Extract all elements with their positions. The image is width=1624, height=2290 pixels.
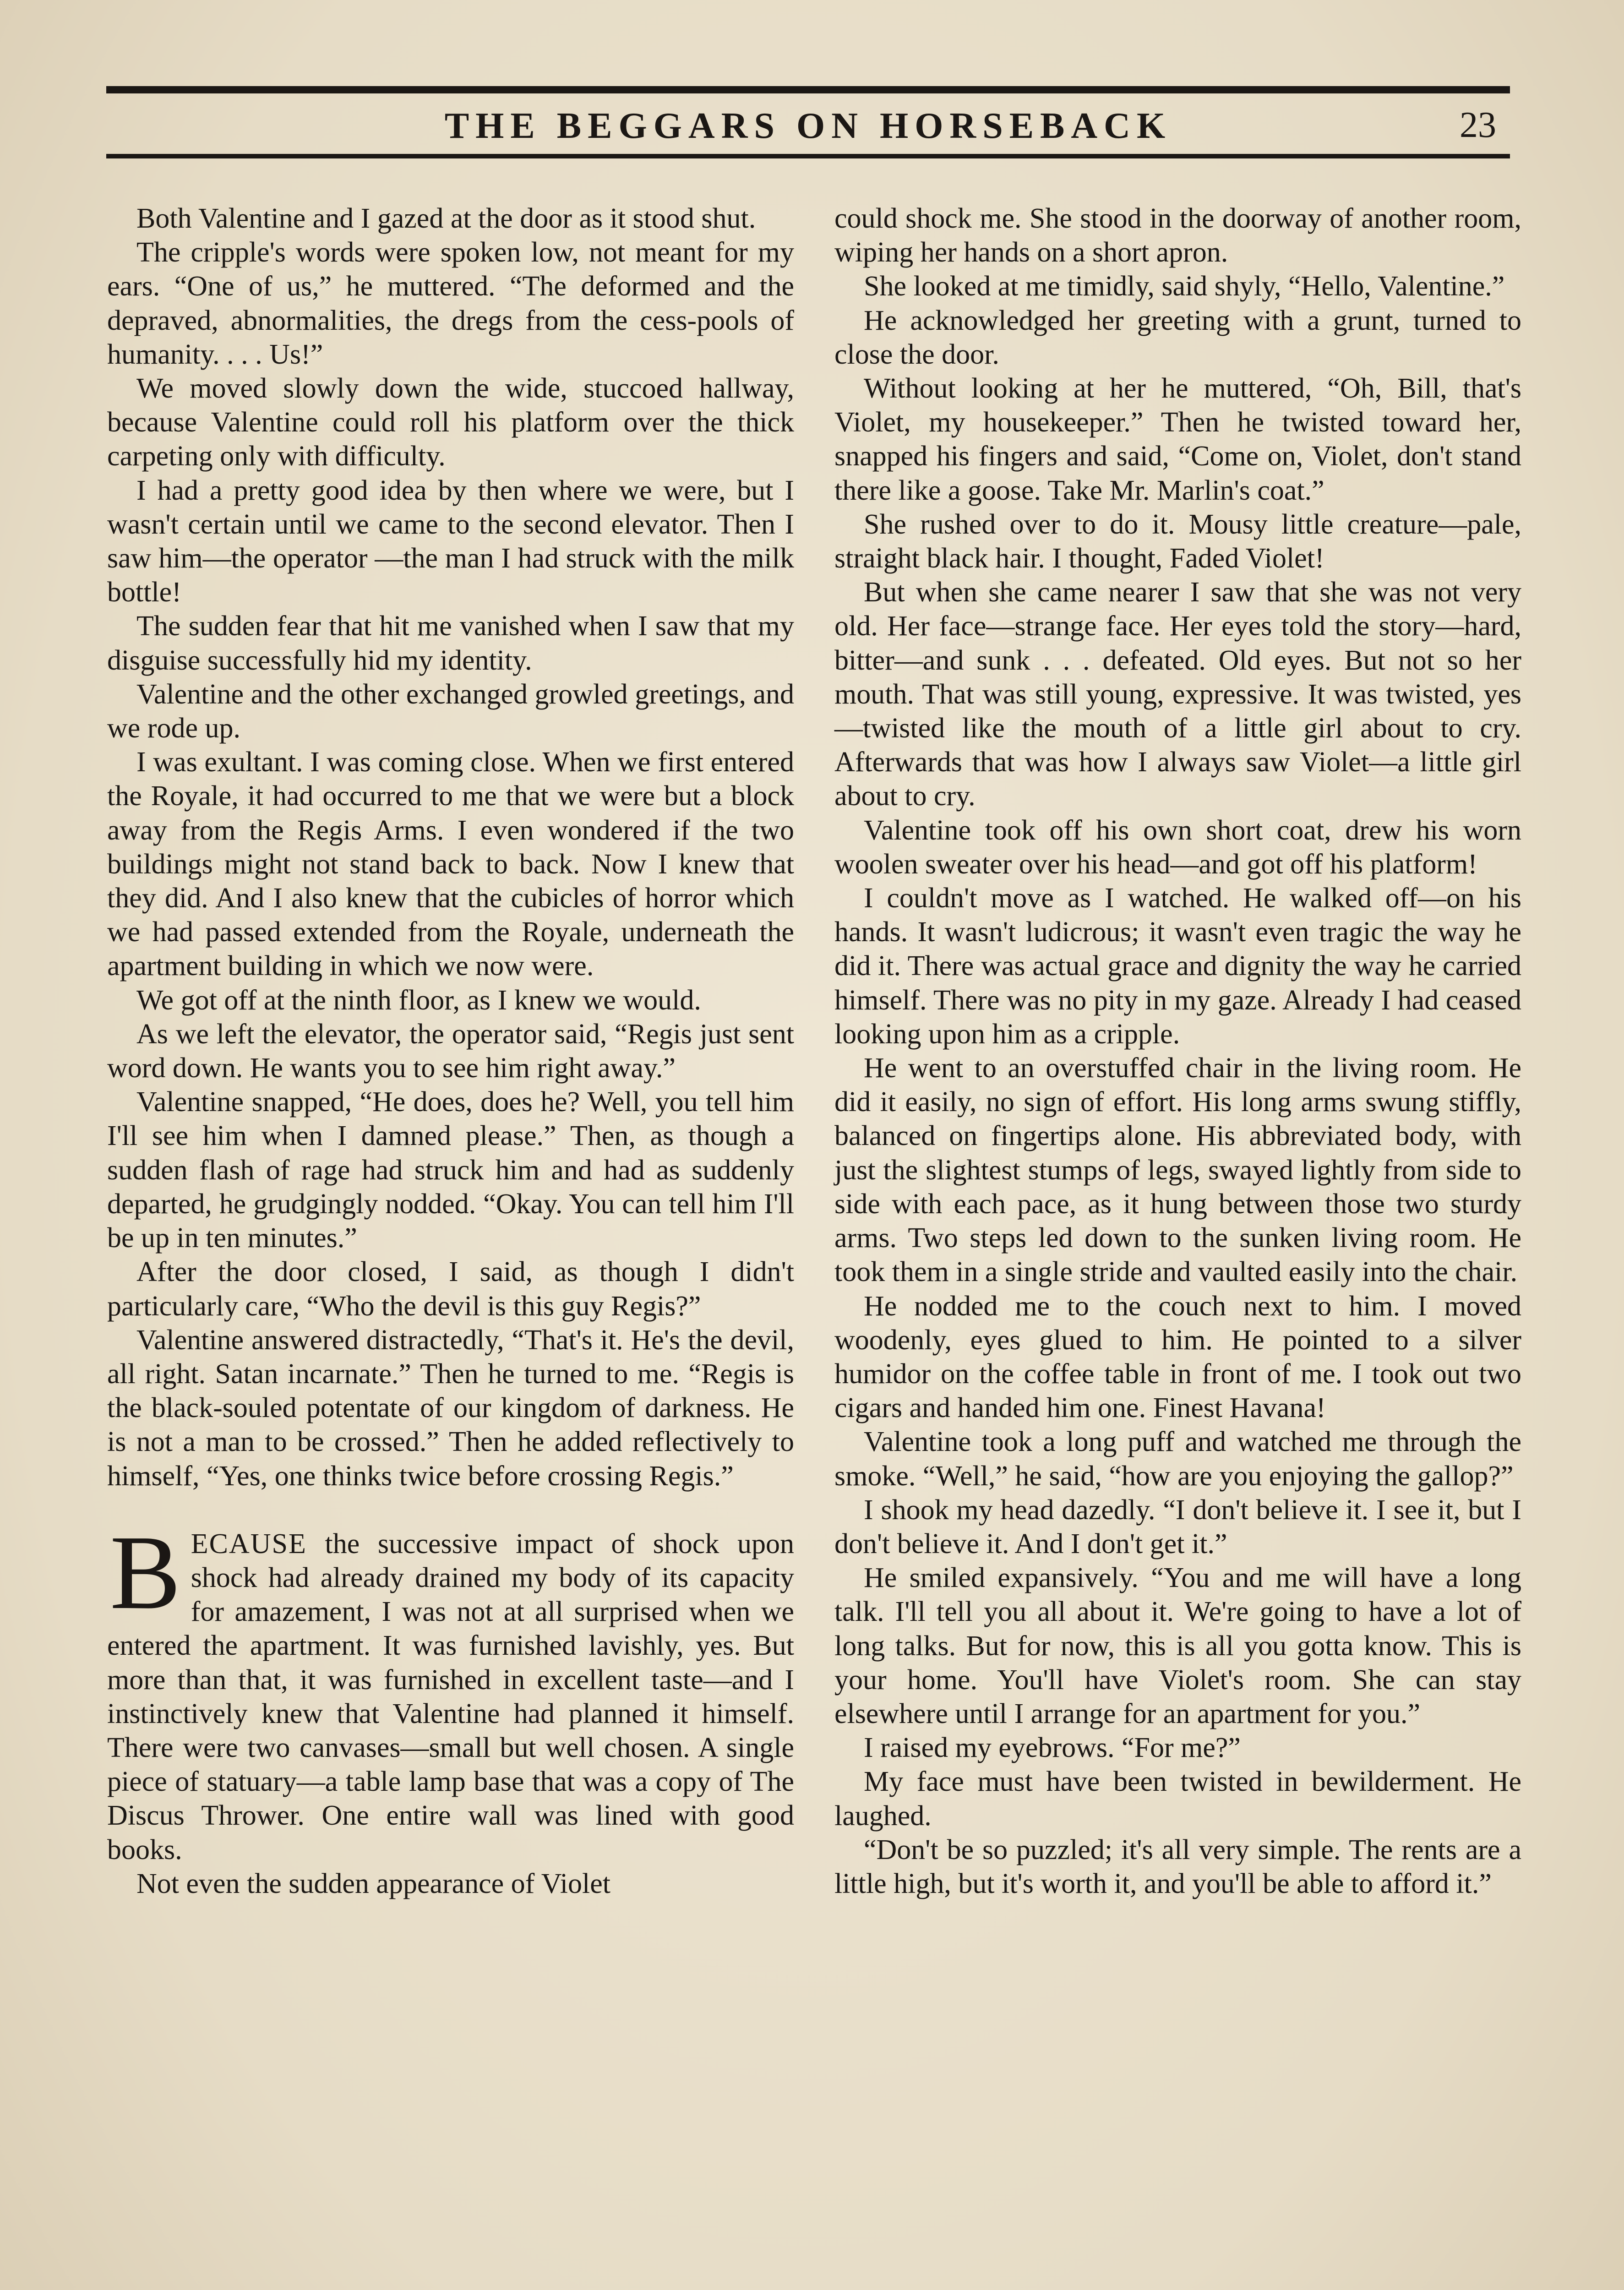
header-rule-top <box>106 86 1510 93</box>
left-column <box>107 202 794 1901</box>
paragraph: We moved slowly down the wide, stuccoed hallway, because Valentine could roll his platform over the thick carpeting only with difficulty. <box>107 373 794 472</box>
paragraph: Both Valentine and I gazed at the door as it stood shut. <box>136 203 756 234</box>
running-head <box>106 101 1510 151</box>
paragraph: Without looking at her he muttered, “Oh, Bill, that's Violet, my housekeeper.” Then he twisted toward her, snapped his fingers and said, “Come on, Violet, don't stand there like a goose. Take Mr. Marlin's coat.” <box>834 373 1521 506</box>
paragraph: Valentine and the other exchanged growled greetings, and we rode up. <box>107 678 794 744</box>
paragraph: I raised my eyebrows. “For me?” <box>864 1732 1241 1764</box>
paragraph: I was exultant. I was coming close. When we first entered the Royale, it had occurred to me that we were but a block away from the Regis Arms. I even wondered if the two buildings might not stand back to back. Now I knew that they did. And I also knew that the cubicles of horror which we had passed extended from the Royale, underneath the apartment building in which we now were. <box>107 747 794 982</box>
section-body-text: the successive impact of shock upon shock had already drained my body of its capacity for amazement, I was not at all surprised when we entered the apartment. It was furnished lavishly, yes. But more than that, it was furnished in excellent taste—and I instinctively knew that Valentine had planned it himself. There were two canvases—small but well chosen. A single piece of statuary—a table lamp base that was a copy of The Discus Thrower. One entire wall was lined with good books. <box>107 1528 794 1865</box>
paragraph: “Don't be so puzzled; it's all very simple. The rents are a little high, but it's worth it, and you'll be able to afford it.” <box>834 1834 1521 1899</box>
paragraph: After the door closed, I said, as though I didn't particularly care, “Who the devil is this guy Regis?” <box>107 1256 794 1322</box>
paragraph: She rushed over to do it. Mousy little creature—pale, straight black hair. I thought, Faded Violet! <box>834 508 1521 574</box>
section-opening-paragraph <box>107 1513 794 1867</box>
lead-in-smallcaps: ECAUSE <box>191 1528 307 1559</box>
paragraph: He acknowledged her greeting with a grunt, turned to close the door. <box>834 305 1521 370</box>
paragraph: Not even the sudden appearance of Violet <box>136 1868 610 1899</box>
paragraph: But when she came nearer I saw that she was not very old. Her face—strange face. Her eyes told the story—hard, bitter—and sunk . . . defeated. Old eyes. But not so her mouth. That was still young, expressive. It was twisted, yes—twisted like the mouth of a little girl about to cry. Afterwards that was how I always saw Violet—a little girl about to cry. <box>834 577 1521 812</box>
paragraph: My face must have been twisted in bewilderment. He laughed. <box>834 1766 1521 1832</box>
paragraph-continued: could shock me. She stood in the doorway of another room, wiping her hands on a short apron. <box>834 203 1521 268</box>
paragraph: I had a pretty good idea by then where we were, but I wasn't certain until we came to the second elevator. Then I saw him—the operator —the man I had struck with the milk bottle! <box>107 474 794 608</box>
header-rule-bottom <box>106 154 1510 158</box>
paragraph: The sudden fear that hit me vanished when I saw that my disguise successfully hid my identity. <box>107 611 794 676</box>
drop-cap: B <box>110 1513 181 1631</box>
paragraph: He nodded me to the couch next to him. I moved woodenly, eyes glued to him. He pointed to a silver humidor on the coffee table in front of me. I took out two cigars and handed him one. Finest Havana! <box>834 1290 1521 1424</box>
paragraph: I couldn't move as I watched. He walked off—on his hands. It wasn't ludicrous; it wasn't even tragic the way he did it. There was actual grace and dignity the way he carried himself. There was no pity in my gaze. Already I had ceased looking upon him as a cripple. <box>834 883 1521 1050</box>
paragraph: He went to an overstuffed chair in the living room. He did it easily, no sign of effort. His long arms swung stiffly, balanced on fingertips alone. His abbreviated body, with just the slightest stumps of legs, swayed lightly from side to side with each pace, as it hung between those two sturdy arms. Two steps led down to the sunken living room. He took them in a single stride and vaulted easily into the chair. <box>834 1052 1521 1288</box>
paragraph: As we left the elevator, the operator said, “Regis just sent word down. He wants you to see him right away.” <box>107 1018 794 1084</box>
paragraph: He smiled expansively. “You and me will have a long talk. I'll tell you all about it. We're going to have a lot of long talks. But for now, this is all you gotta know. This is your home. You'll have Violet's room. She can stay elsewhere until I arrange for an apartment for you.” <box>834 1562 1521 1729</box>
paragraph: Valentine snapped, “He does, does he? Well, you tell him I'll see him when I damned please.” Then, as though a sudden flash of rage had struck him and had as suddenly departed, he grudgingly nodded. “Okay. You can tell him I'll be up in ten minutes.” <box>107 1086 794 1254</box>
running-title: THE BEGGARS ON HORSEBACK <box>444 105 1172 146</box>
paragraph: We got off at the ninth floor, as I knew we would. <box>136 984 701 1016</box>
paragraph: She looked at me timidly, said shyly, “Hello, Valentine.” <box>864 271 1505 302</box>
paragraph: Valentine answered distractedly, “That's it. He's the devil, all right. Satan incarnate.” Then he turned to me. “Regis is the black-souled potentate of our kingdom of darkness. He is not a man to be crossed.” Then he added reflectively to himself, “Yes, one thinks twice before crossing Regis.” <box>107 1324 794 1492</box>
right-column <box>834 202 1521 1901</box>
section-break <box>107 1493 794 1527</box>
paragraph: Valentine took off his own short coat, drew his worn woolen sweater over his head—and got off his platform! <box>834 814 1521 880</box>
paragraph: I shook my head dazedly. “I don't believe it. I see it, but I don't believe it. And I don't get it.” <box>834 1494 1521 1559</box>
paragraph: Valentine took a long puff and watched me through the smoke. “Well,” he said, “how are you enjoying the gallop?” <box>834 1426 1521 1492</box>
page-number: 23 <box>1460 105 1496 145</box>
paragraph: The cripple's words were spoken low, not meant for my ears. “One of us,” he muttered. “The deformed and the depraved, abnormalities, the dregs from the cess-pools of humanity. . . . Us!” <box>107 237 794 370</box>
